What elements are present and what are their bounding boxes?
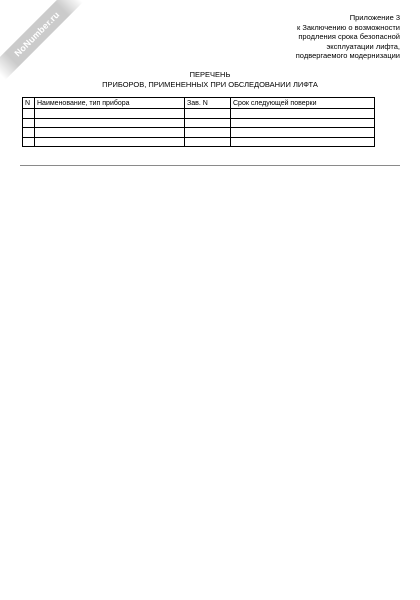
table-header-row — [23, 98, 375, 109]
watermark: NoNumber.ru — [0, 0, 83, 80]
table-cell — [35, 118, 185, 128]
table-cell — [185, 137, 231, 147]
header-next-verification: Срок следующей поверки — [231, 98, 375, 109]
table-cell — [35, 128, 185, 138]
appendix-line: к Заключению о возможности — [296, 22, 400, 32]
table-row — [23, 109, 375, 119]
page-divider — [20, 165, 400, 166]
table-cell — [23, 137, 35, 147]
table-cell — [231, 109, 375, 119]
appendix-note — [180, 13, 400, 61]
table-cell — [35, 109, 185, 119]
table-cell — [23, 128, 35, 138]
table-row — [23, 137, 375, 147]
header-serial-number: Зав. N — [185, 98, 231, 109]
table-cell — [185, 128, 231, 138]
appendix-line: подвергаемого модернизации — [295, 51, 400, 61]
instruments-table — [22, 97, 375, 147]
table-cell — [23, 109, 35, 119]
header-instrument-name: Наименование, тип прибора — [35, 98, 185, 109]
table-cell — [231, 118, 375, 128]
appendix-line: Приложение 3 — [349, 13, 400, 22]
header-number: N — [23, 98, 35, 109]
document-title — [0, 70, 420, 89]
title-line-2: ПРИБОРОВ, ПРИМЕНЕННЫХ ПРИ ОБСЛЕДОВАНИИ ЛИФТА — [102, 79, 318, 89]
table-cell — [231, 128, 375, 138]
appendix-line: продления срока безопасной — [298, 32, 400, 42]
table-cell — [35, 137, 185, 147]
appendix-line: эксплуатации лифта, — [326, 41, 400, 51]
table-cell — [23, 118, 35, 128]
table-cell — [185, 109, 231, 119]
table-cell — [231, 137, 375, 147]
table-row — [23, 118, 375, 128]
table-cell — [185, 118, 231, 128]
table-row — [23, 128, 375, 138]
title-line-1: ПЕРЕЧЕНЬ — [189, 70, 231, 79]
